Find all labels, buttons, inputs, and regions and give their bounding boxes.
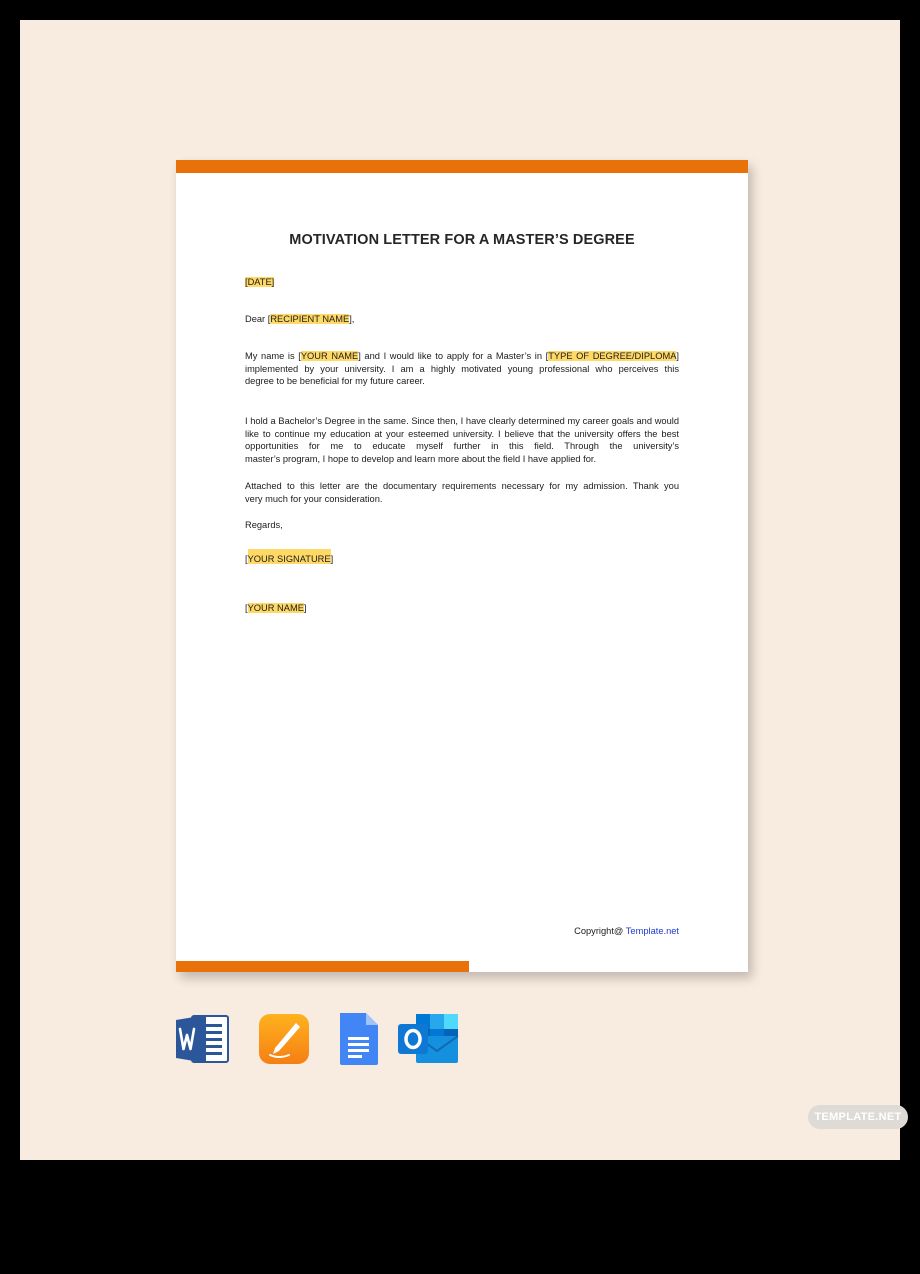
paragraph-1-last-line: degree to be beneficial for my future career. (245, 376, 425, 387)
signature-placeholder: YOUR SIGNATURE (248, 549, 331, 564)
paragraph-2-last-line: master’s program, I hope to develop and learn more about the field I have applied for. (245, 453, 597, 464)
date-line (245, 276, 679, 289)
paragraph-1 (245, 350, 679, 375)
closing-line: Regards, (245, 520, 283, 530)
bottom-accent-bar (176, 961, 469, 972)
letter-title: MOTIVATION LETTER FOR A MASTER’S DEGREE (289, 232, 635, 248)
name-close-bracket: ] (303, 603, 307, 613)
signature-line (245, 553, 333, 565)
top-accent-bar (176, 160, 748, 173)
degree-type-placeholder: TYPE OF DEGREE/DIPLOMA (548, 351, 677, 361)
paragraph-2: I hold a Bachelor’s Degree in the same. Since then, I have clearly determined my career goals and would like to continue my education at your esteemed university. I believe that the university offers the best opportunities for me to educate myself further in this field. Through the university’s (245, 416, 679, 452)
date-placeholder: [DATE] (245, 277, 275, 287)
name-open-bracket: [ (245, 603, 248, 613)
your-name-placeholder: YOUR NAME (300, 351, 359, 361)
para1-text-1: My name is [ (245, 351, 301, 361)
word-icon[interactable] (176, 1013, 230, 1065)
google-docs-icon[interactable] (338, 1013, 392, 1065)
para1-text-3: ] implemented by your university. I am a highly motivated young professional who perceives this (245, 351, 679, 374)
signature-close-bracket: ] (330, 554, 334, 564)
greeting-prefix: Dear [ (245, 314, 271, 324)
pages-icon[interactable] (259, 1013, 313, 1065)
outlook-icon[interactable] (398, 1013, 460, 1065)
copyright-notice (574, 926, 679, 936)
template-net-link[interactable]: Template.net (625, 926, 679, 936)
greeting-suffix: ], (349, 314, 355, 324)
name-placeholder: YOUR NAME (247, 603, 304, 613)
paragraph-3: Attached to this letter are the documentary requirements necessary for my admission. Thank you (245, 481, 679, 491)
recipient-name-placeholder: RECIPIENT NAME (270, 314, 350, 324)
name-line (245, 602, 307, 614)
template-net-badge: TEMPLATE.NET (808, 1105, 908, 1129)
greeting-line (245, 313, 679, 326)
copyright-prefix: Copyright@ (574, 926, 626, 936)
preview-canvas (20, 20, 900, 1160)
letter-page (176, 160, 748, 972)
paragraph-3-last-line: very much for your consideration. (245, 493, 383, 504)
signature-open-bracket: [ (245, 554, 248, 564)
para1-text-2: ] and I would like to apply for a Master’s in [ (358, 351, 549, 361)
